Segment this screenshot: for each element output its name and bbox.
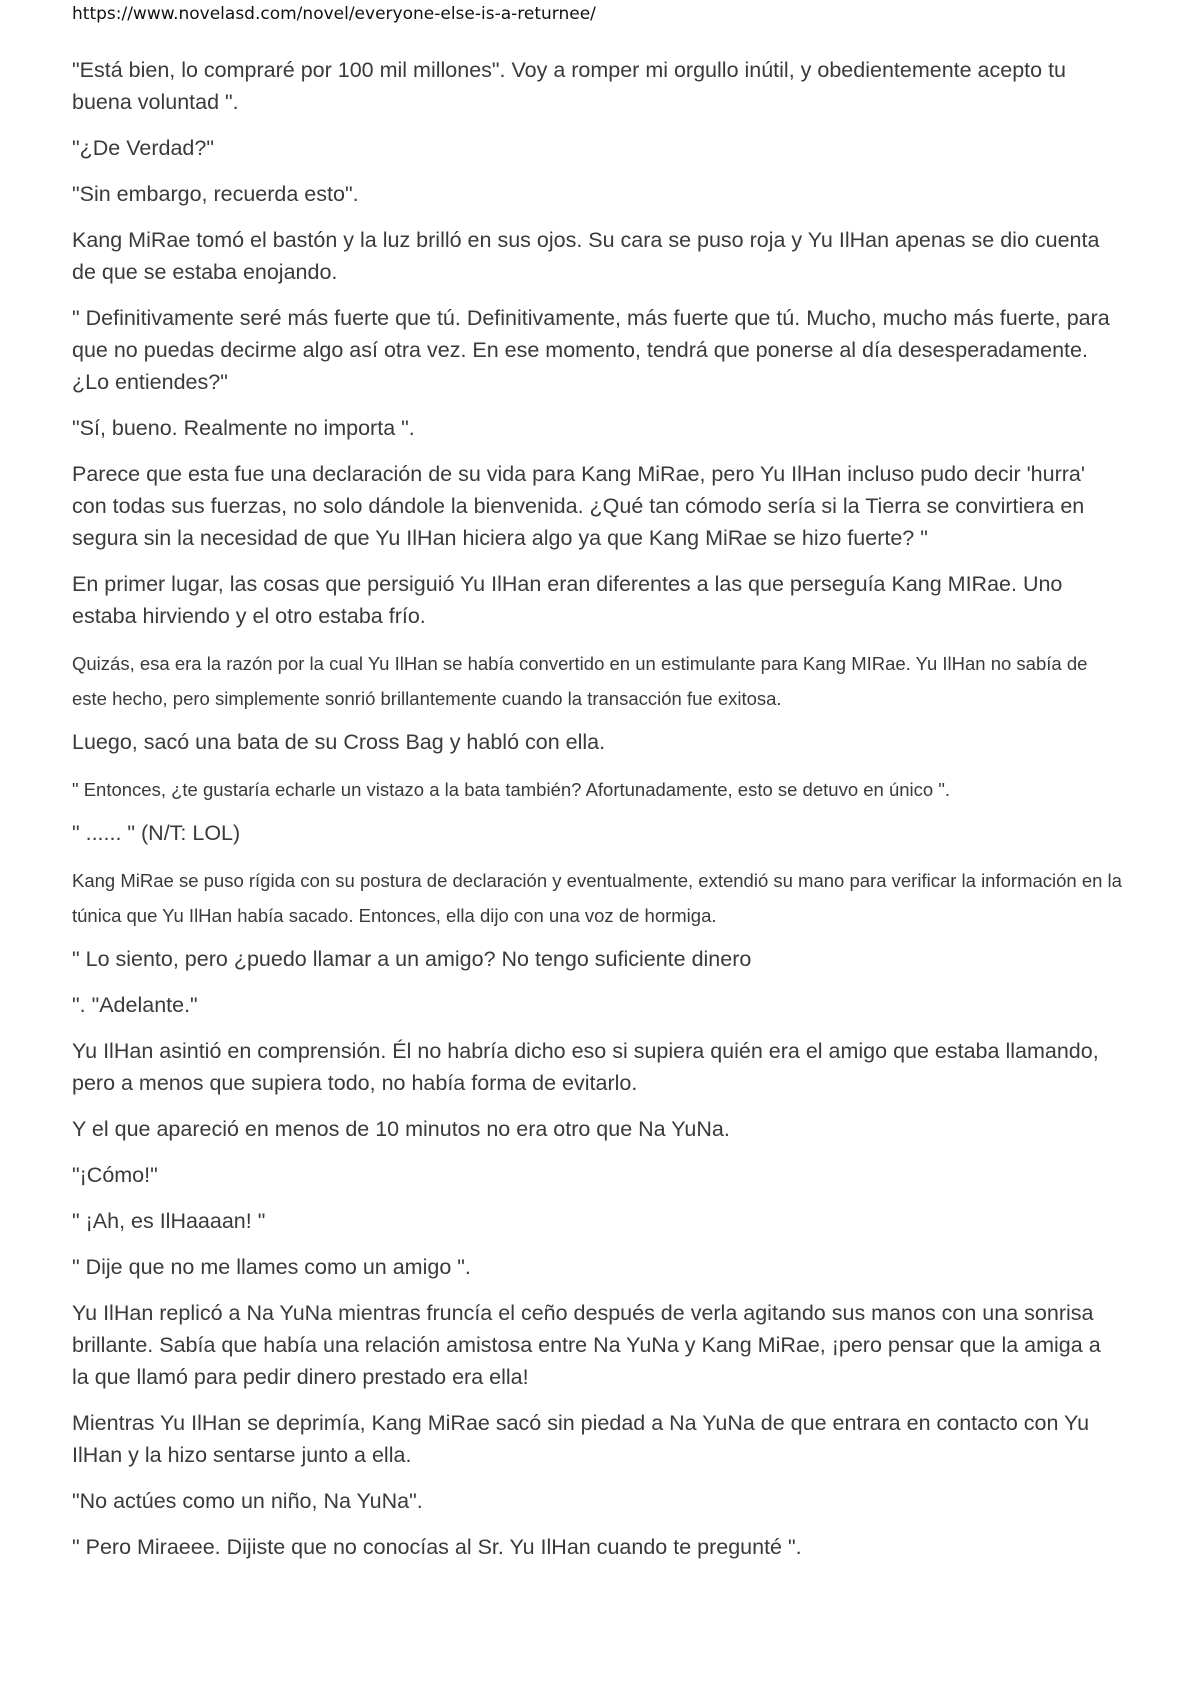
paragraph: " ¡Ah, es IlHaaaan! " bbox=[72, 1209, 266, 1233]
paragraph: ". "Adelante." bbox=[72, 993, 198, 1017]
paragraph: En primer lugar, las cosas que persiguió Yu IlHan eran diferentes a las que perseguía Kang MIRae. Uno estaba hirviendo y el otro estaba frío. bbox=[72, 572, 1063, 628]
paragraph: Mientras Yu IlHan se deprimía, Kang MiRae sacó sin piedad a Na YuNa de que entrara en contacto con Yu IlHan y la hizo sentarse junto a ella. bbox=[72, 1411, 1090, 1467]
paragraph: Luego, sacó una bata de su Cross Bag y habló con ella. bbox=[72, 730, 606, 754]
paragraph: "Está bien, lo compraré por 100 mil millones". Voy a romper mi orgullo inútil, y obedientemente acepto tu buena voluntad ". bbox=[72, 58, 1067, 114]
paragraph: "Sí, bueno. Realmente no importa ". bbox=[72, 416, 415, 440]
paragraph: Yu IlHan replicó a Na YuNa mientras fruncía el ceño después de verla agitando sus manos con una sonrisa brillante. Sabía que había una relación amistosa entre Na YuNa y Kang MiRae, ¡pero pensar que la amiga a la que llamó para pedir dinero prestado era ella! bbox=[72, 1301, 1101, 1389]
document-body bbox=[72, 54, 1122, 1577]
paragraph: "¡Cómo!" bbox=[72, 1163, 158, 1187]
paragraph: Kang MiRae se puso rígida con su postura de declaración y eventualmente, extendió su mano para verificar la información en la túnica que Yu IlHan había sacado. Entonces, ella dijo con una voz de hormiga. bbox=[72, 870, 1122, 926]
paragraph: Kang MiRae tomó el bastón y la luz brilló en sus ojos. Su cara se puso roja y Yu IlHan apenas se dio cuenta de que se estaba enojando. bbox=[72, 228, 1100, 284]
paragraph: "No actúes como un niño, Na YuNa". bbox=[72, 1489, 423, 1513]
paragraph: Y el que apareció en menos de 10 minutos no era otro que Na YuNa. bbox=[72, 1117, 730, 1141]
paragraph: Yu IlHan asintió en comprensión. Él no habría dicho eso si supiera quién era el amigo que estaba llamando, pero a menos que supiera todo, no había forma de evitarlo. bbox=[72, 1039, 1099, 1095]
paragraph: Quizás, esa era la razón por la cual Yu IlHan se había convertido en un estimulante para Kang MIRae. Yu IlHan no sabía de este hecho, pero simplemente sonrió brillantemente cuando la transacción fue exitosa. bbox=[72, 653, 1088, 709]
paragraph: " Definitivamente seré más fuerte que tú. Definitivamente, más fuerte que tú. Mucho, mucho más fuerte, para que no puedas decirme algo así otra vez. En ese momento, tendrá que ponerse al día desesperadamente. ¿Lo entiendes?" bbox=[72, 306, 1110, 394]
paragraph: " Pero Miraeee. Dijiste que no conocías al Sr. Yu IlHan cuando te pregunté ". bbox=[72, 1535, 802, 1559]
paragraph: " Dije que no me llames como un amigo ". bbox=[72, 1255, 471, 1279]
paragraph: "¿De Verdad?" bbox=[72, 136, 214, 160]
paragraph: "Sin embargo, recuerda esto". bbox=[72, 182, 359, 206]
paragraph: " ...... " (N/T: LOL) bbox=[72, 821, 241, 845]
paragraph: " Lo siento, pero ¿puedo llamar a un amigo? No tengo suficiente dinero bbox=[72, 947, 752, 971]
paragraph: Parece que esta fue una declaración de su vida para Kang MiRae, pero Yu IlHan incluso pudo decir 'hurra' con todas sus fuerzas, no solo dándole la bienvenida. ¿Qué tan cómodo sería si la Tierra se convirtiera en segura sin la necesidad de que Yu IlHan hiciera algo ya que Kang MiRae se hizo fuerte? " bbox=[72, 462, 1085, 550]
page-url: https://www.novelasd.com/novel/everyone-else-is-a-returnee/ bbox=[72, 4, 596, 24]
paragraph: " Entonces, ¿te gustaría echarle un vistazo a la bata también? Afortunadamente, esto se detuvo en único ". bbox=[72, 779, 951, 800]
